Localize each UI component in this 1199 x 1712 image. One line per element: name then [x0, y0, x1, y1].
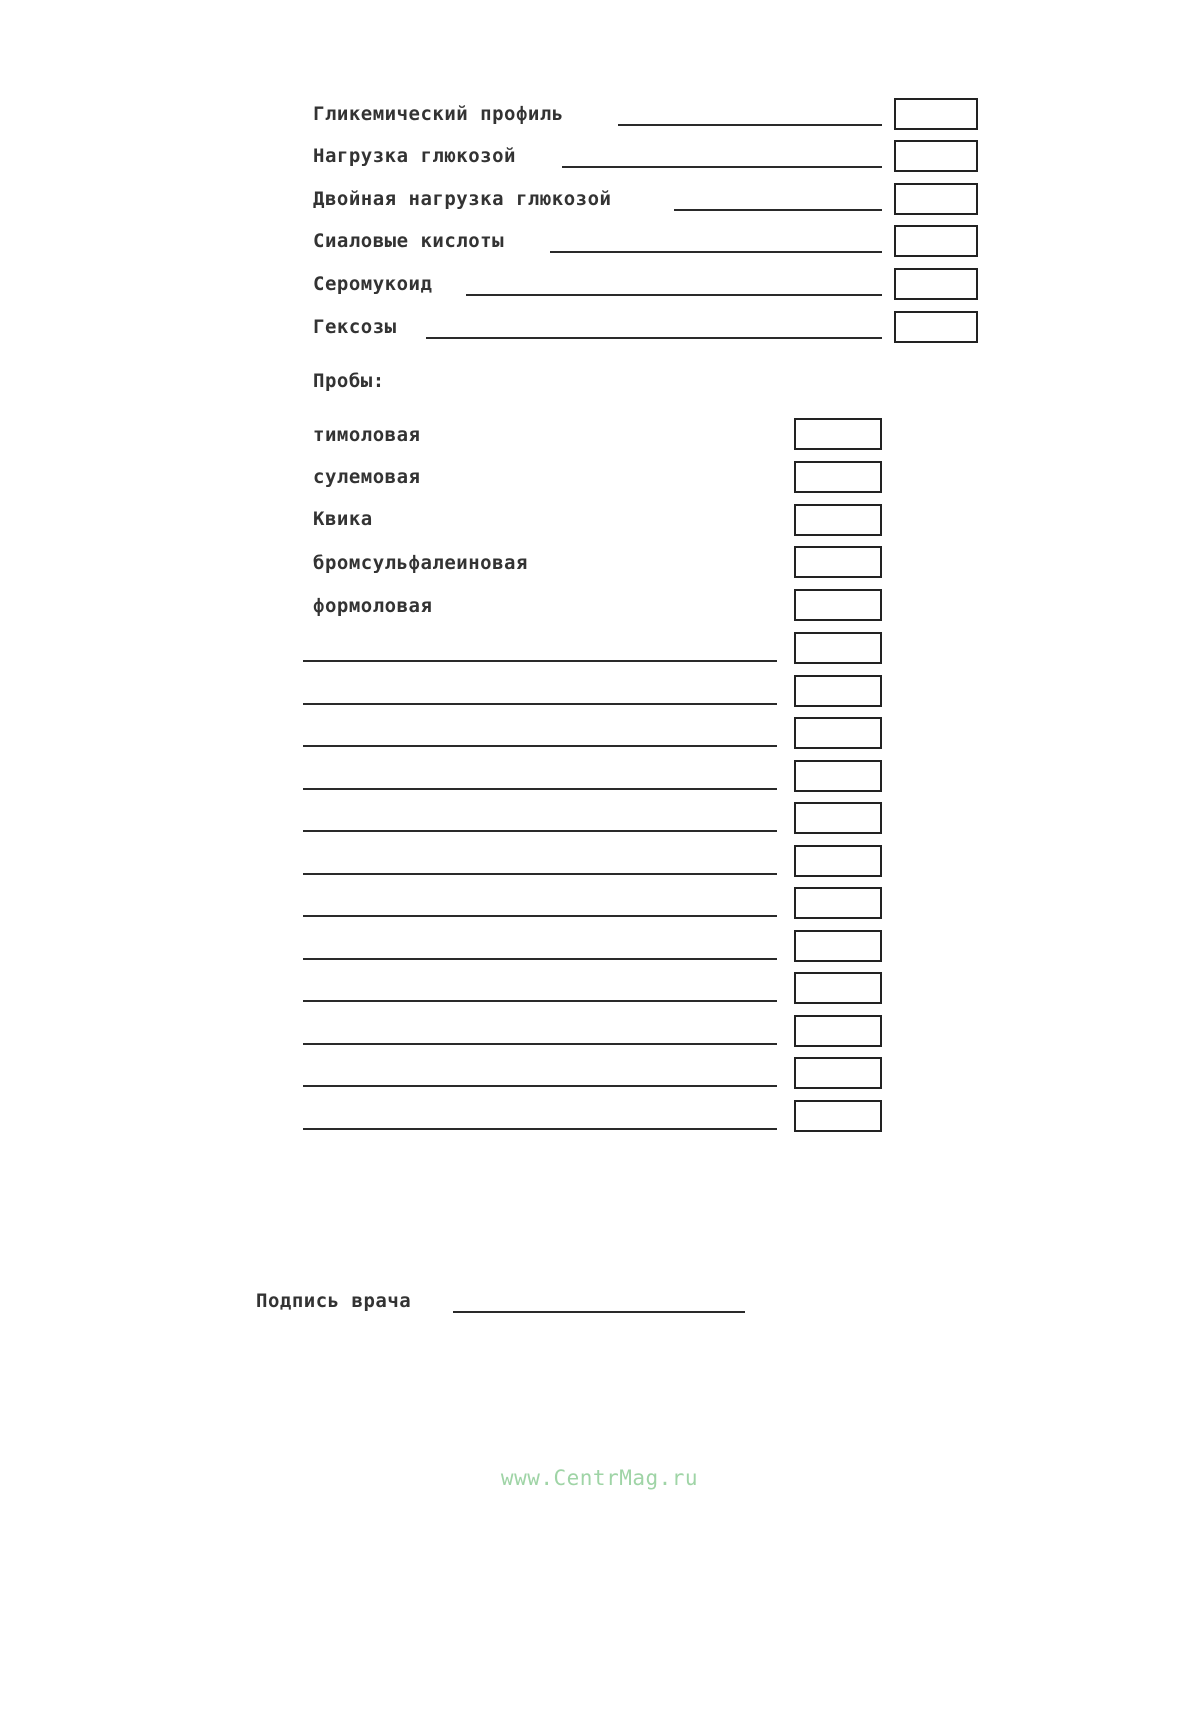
probe-box-sublimate[interactable] [794, 461, 882, 493]
probes-heading: Пробы: [313, 370, 385, 392]
profile-box-glucose-load[interactable] [894, 140, 978, 172]
profile-label-seromucoid: Серомукоид [313, 273, 433, 295]
probe-box-thymol[interactable] [794, 418, 882, 450]
probe-label-bromsulphalein: бромсульфалеиновая [313, 552, 528, 574]
blank-row-box[interactable] [794, 675, 882, 707]
profile-field-sialic-acids[interactable] [550, 251, 882, 253]
probe-label-sublimate: сулемовая [313, 466, 421, 488]
profile-field-double-glucose-load[interactable] [674, 209, 882, 211]
blank-row-field[interactable] [303, 1128, 777, 1130]
profile-label-glucose-load: Нагрузка глюкозой [313, 145, 516, 167]
probe-label-quick: Квика [313, 508, 373, 530]
blank-row-box[interactable] [794, 802, 882, 834]
blank-row-field[interactable] [303, 788, 777, 790]
signature-field[interactable] [453, 1311, 745, 1313]
blank-row-field[interactable] [303, 660, 777, 662]
probe-box-formol[interactable] [794, 589, 882, 621]
probe-box-quick[interactable] [794, 504, 882, 536]
profile-box-seromucoid[interactable] [894, 268, 978, 300]
profile-box-double-glucose-load[interactable] [894, 183, 978, 215]
blank-row-field[interactable] [303, 1085, 777, 1087]
probe-label-formol: формоловая [313, 595, 433, 617]
blank-row-field[interactable] [303, 873, 777, 875]
profile-label-sialic-acids: Сиаловые кислоты [313, 230, 505, 252]
blank-row-field[interactable] [303, 703, 777, 705]
profile-label-glycemic: Гликемический профиль [313, 103, 564, 125]
blank-row-field[interactable] [303, 830, 777, 832]
probe-box-bromsulphalein[interactable] [794, 546, 882, 578]
profile-field-seromucoid[interactable] [466, 294, 882, 296]
profile-box-hexoses[interactable] [894, 311, 978, 343]
profile-field-hexoses[interactable] [426, 337, 882, 339]
profile-field-glycemic[interactable] [618, 124, 882, 126]
blank-row-box[interactable] [794, 1015, 882, 1047]
profile-field-glucose-load[interactable] [562, 166, 882, 168]
blank-row-field[interactable] [303, 958, 777, 960]
probe-label-thymol: тимоловая [313, 424, 421, 446]
blank-row-box[interactable] [794, 845, 882, 877]
blank-row-box[interactable] [794, 887, 882, 919]
blank-row-box[interactable] [794, 1057, 882, 1089]
profile-box-sialic-acids[interactable] [894, 225, 978, 257]
profile-label-double-glucose-load: Двойная нагрузка глюкозой [313, 188, 612, 210]
blank-row-box[interactable] [794, 717, 882, 749]
blank-row-field[interactable] [303, 1000, 777, 1002]
blank-row-field[interactable] [303, 915, 777, 917]
blank-row-field[interactable] [303, 745, 777, 747]
watermark-text: www.CentrMag.ru [500, 1466, 699, 1490]
blank-row-field[interactable] [303, 1043, 777, 1045]
blank-row-box[interactable] [794, 972, 882, 1004]
blank-row-box[interactable] [794, 632, 882, 664]
blank-row-box[interactable] [794, 930, 882, 962]
profile-box-glycemic[interactable] [894, 98, 978, 130]
blank-row-box[interactable] [794, 1100, 882, 1132]
blank-row-box[interactable] [794, 760, 882, 792]
signature-label: Подпись врача [256, 1290, 412, 1312]
profile-label-hexoses: Гексозы [313, 316, 397, 338]
